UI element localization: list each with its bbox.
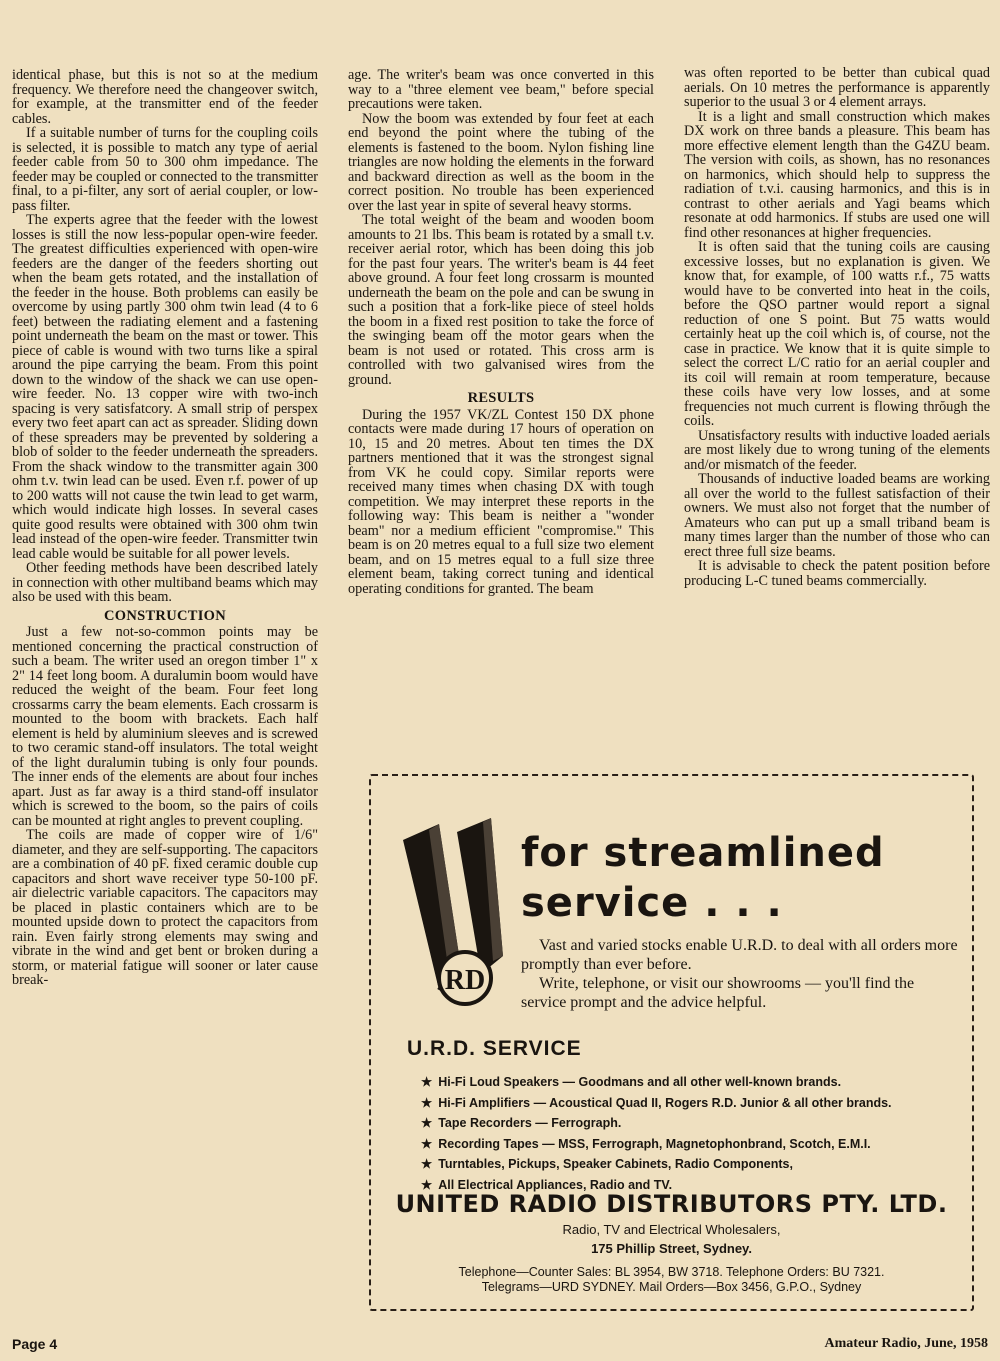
paragraph: If a suitable number of turns for the coupling coils is selected, it is possible to match any type of aerial feeder cable from 50 to 300 ohm impedance. The feeder may be coupled or connected to the transmitter final, to a pi-filter, any sort of aerial coupler, or low-pass filter. (12, 125, 318, 214)
ad-body-text (521, 936, 961, 1012)
company-subtitle: Radio, TV and Electrical Wholesalers, (562, 1222, 781, 1237)
paragraph: Just a few not-so-common points may be mentioned concerning the practical construction of such a beam. The writer used an oregon timber 1" x 2" 14 feet long boom. A duralumin boom would have reduced the weight of the beam. Four feet long crossarms carry the beam elements. Each crossarm is mounted to the boom with brackets. Each half element is held by aluminium sleeves and is screwed to two ceramic stand-off insulators. The total weight of the light duralumin tubing is only four pounds. The inner ends of the elements are about four inches apart. Just as far away is a third stand-off insulator which is screwed to the boom, so the pairs of coils can be mounted at right angles to prevent coupling. (12, 624, 318, 829)
ad-headline-line1: for streamlined (521, 830, 885, 876)
publication-info: Amateur Radio, June, 1958 (824, 1336, 988, 1351)
section-heading-construction: CONSTRUCTION (103, 607, 227, 624)
paragraph: During the 1957 VK/ZL Contest 150 DX phone contacts were made during 17 hours of operation on 10, 15 and 20 metres. About ten times the DX partners mentioned that it was the strongest signal from VK he could copy. Similar reports were received many times when chasing DX with tough competition. We may interpret these reports in the following way: This beam is neither a "wonder beam" nor a medium efficient "compromise." This beam is on 20 metres equal to a full size two element beam, and on 15 metres equal to a full size three element beam, taking correct tuning and identical operating conditions for granted. The beam (348, 406, 654, 597)
star-icon: ★ (421, 1136, 433, 1151)
service-item: ★ Recording Tapes — MSS, Ferrograph, Magnetophonbrand, Scotch, E.M.I. (421, 1136, 871, 1151)
telegrams-line: Telegrams—URD SYDNEY. Mail Orders—Box 3456, G.P.O., Sydney (481, 1280, 862, 1294)
star-icon: ★ (421, 1075, 433, 1089)
paragraph: Thousands of inductive loaded beams are working all over the world to the fullest satisfaction of their owners. We must also not forget that the number of Amateurs who can put up a small triband beam is many times larger than the number of those who can erect three full size beams. (684, 471, 990, 560)
company-name: UNITED RADIO DISTRIBUTORS PTY. LTD. (395, 1190, 948, 1218)
ad-body-paragraph: Write, telephone, or visit our showrooms — you'll find the service prompt and the advice helpful. (521, 975, 915, 1011)
text-column-2 (348, 68, 654, 596)
urd-logo-icon (399, 818, 509, 1018)
paragraph: It is often said that the tuning coils are causing excessive losses, but no explanation is given. We know that, for example, of 100 watts r.f., 75 watts would have to be converted into heat in the coils, before the QSO partner would report a signal reduction of one S point. But 75 watts would certainly heat up the coil which is, of course, not the case in practice. We know that it is quite simple to select the correct L/C ratio for an aerial coupler and its coil will remain at room temperature, because these coils have very low losses, and at some frequencies not much current is flowing thrŏugh the coils. (684, 239, 990, 429)
paragraph: The total weight of the beam and wooden boom amounts to 21 lbs. This beam is rotated by a small t.v. receiver aerial rotor, which has been doing this job for the past four years. The writer's beam is 44 feet above ground. A four feet long crossarm is mounted underneath the beam on the pole and can be swung in such a position that a fork-like piece of steel holds the boom in a fixed rest position to take the force of the swinging beam off the motor gears when the beam is not used or rotated. This cross arm is controlled with two galvanised wires from the ground. (348, 212, 654, 388)
advertisement-box (369, 774, 974, 1311)
paragraph: Unsatisfactory results with inductive loaded aerials are most likely due to wrong tuning of the elements and/or mismatch of the feeder. (684, 427, 990, 473)
service-title: U.R.D. SERVICE (407, 1037, 582, 1060)
ad-body-paragraph: Vast and varied stocks enable U.R.D. to deal with all orders more promptly than ever before. (521, 937, 958, 973)
paragraph: identical phase, but this is not so at the medium frequency. We therefore need the changeover switch, for example, at the transmitter end of the feeder cables. (12, 67, 318, 127)
ad-headline (521, 828, 885, 928)
service-item: ★ Hi-Fi Amplifiers — Acoustical Quad II, Rogers R.D. Junior & all other brands. (421, 1095, 892, 1110)
section-heading-results: RESULTS (467, 390, 535, 406)
paragraph: The experts agree that the feeder with the lowest losses is still the now less-popular open-wire feeder. The greatest difficulties experienced with open-wire feeders are the danger of the feeders shorting out when the beam gets rotated, and the installation of the feeder in the house. Both problems can easily be overcome by using partly 300 ohm twin lead (4 to 6 feet) between the radiating element and a fastening point underneath the beam on the mast or tower. This piece of cable is wound with two turns like a spiral around the pipe carrying the beam. From this point down to the window of the shack we can use open-wire feeder. No. 13 copper wire with two-inch spacing is very satisfatcory. A small strip of perspex every two feet apart can act as spreader. Sliding down of these spreaders may be prevented by soldering a blob of solder to the feeder underneath the spreaders. From the shack window to the transmitter again 300 ohm t.v. twin lead can be used. Even r.f. power of up to 200 watts will not cause the twin lead to get warm, which would indicate high losses. In several cases quite good results were obtained with 300 ohm twin lead instead of the open-wire feeder. Transmitter twin lead cable would be suitable for all power levels. (12, 212, 318, 562)
text-column-3 (684, 66, 990, 588)
company-address: 175 Phillip Street, Sydney. (591, 1241, 752, 1256)
paragraph: It is a light and small construction which makes DX work on three bands a pleasure. This beam has more effective element length than the G4ZU beam. The version with coils, as shown, has no resonances on harmonics, which should help to suppress the radiation of t.v.i. causing harmonics, and this is in contrast to other aerials and Yagi beams which resonate at odd harmonics. If stubs are used one will find other resonances at higher frequencies. (684, 108, 990, 241)
paragraph: age. The writer's beam was once converted in this way to a "three element vee beam," before special precautions were taken. (348, 67, 654, 112)
text-column-1 (12, 68, 318, 988)
service-item: ★ All Electrical Appliances, Radio and TV. (421, 1177, 673, 1192)
star-icon: ★ (421, 1157, 433, 1171)
paragraph: Now the boom was extended by four feet at each end beyond the point where the tubing of the elements is fastened to the boom. Nylon fishing line triangles are now holding the elements in the forward and backward direction as well as the boom in the correct position. No trouble has been experienced over the last year in spite of several heavy storms. (348, 110, 654, 214)
star-icon: ★ (421, 1177, 433, 1192)
telephone-line: Telephone—Counter Sales: BL 3954, BW 3718. Telephone Orders: BU 7321. (458, 1265, 885, 1279)
star-icon: ★ (421, 1095, 433, 1110)
paragraph: was often reported to be better than cubical quad aerials. On 10 metres the performance is apparently superior to the usual 3 or 4 element arrays. (684, 65, 990, 110)
svg-text:RD: RD (444, 965, 486, 996)
contact-details (371, 1265, 972, 1295)
page-number: Page 4 (12, 1336, 58, 1352)
service-list (421, 1072, 892, 1195)
paragraph: Other feeding methods have been described lately in connection with other multiband beams which may also be used with this beam. (12, 560, 318, 605)
service-item: ★ Turntables, Pickups, Speaker Cabinets, Radio Components, (421, 1157, 793, 1171)
service-item: ★ Tape Recorders — Ferrograph. (421, 1116, 622, 1130)
ad-headline-line2: service . . . (521, 880, 783, 926)
paragraph: It is advisable to check the patent position before producing L-C tuned beams commercially. (684, 558, 990, 589)
star-icon: ★ (421, 1116, 433, 1130)
paragraph: The coils are made of copper wire of 1/6" diameter, and they are self-supporting. The capacitors are a combination of 40 pF. fixed ceramic double cup capacitors and short wave receiver type 50-100 pF. air dielectric variable capacitors. The capacitors may be placed in plastic containers which are to be mounted upside down to protect the capacitors from rain. Even fairly strong elements may swing and vibrate in the wind and get bent or broken during a storm, or material fatigue will sooner or later cause break- (12, 827, 318, 988)
service-item: ★ Hi-Fi Loud Speakers — Goodmans and all other well-known brands. (421, 1075, 842, 1089)
